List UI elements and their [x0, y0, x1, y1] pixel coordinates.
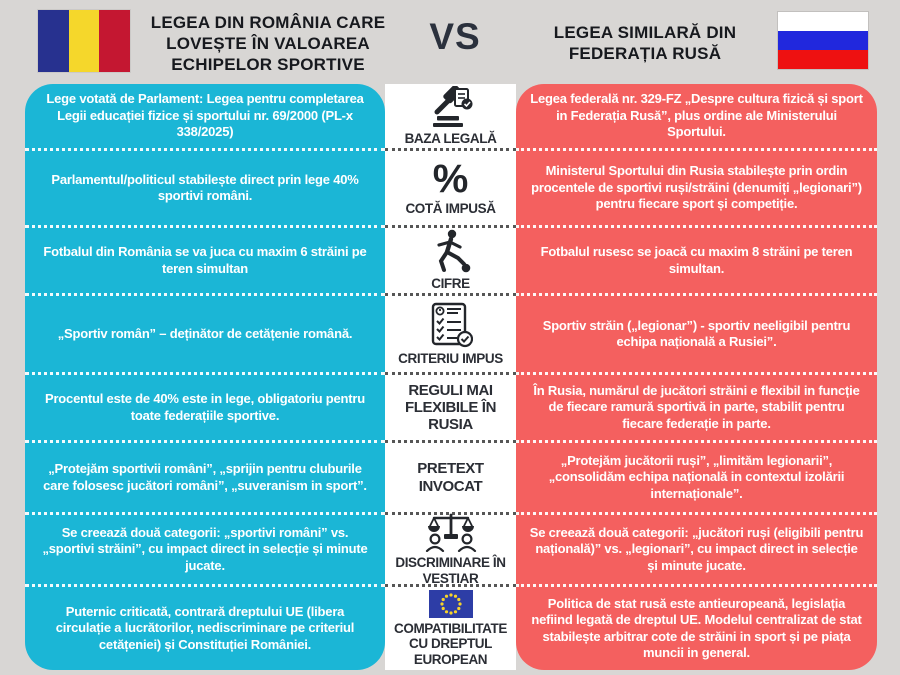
romania-cell-baza-legala: Lege votată de Parlament: Legea pentru completarea Legii educației fizice și sportului nr. 69/2000 (PL-x 338/2025)	[25, 84, 385, 151]
romania-flag	[38, 10, 130, 72]
vs-label: VS	[429, 16, 481, 57]
russia-flag-red	[778, 50, 868, 69]
russia-cell-reguli-flexibile: În Rusia, numărul de jucători străini e flexibil in funcție de fiecare ramură sportivă in parte, stabilit pentru fiecare federație in parte.	[516, 375, 877, 443]
category-label: CIFRE	[431, 276, 470, 292]
russia-title: LEGEA SIMILARĂ DIN FEDERAȚIA RUSĂ	[553, 23, 737, 64]
romania-cell-reguli-flexibile: Procentul este de 40% este in lege, obligatoriu pentru toate federațiile sportive.	[25, 375, 385, 443]
comparison-board	[0, 84, 900, 670]
soccer-player-icon	[431, 229, 471, 273]
russia-cell-baza-legala: Legea federală nr. 329-FZ „Despre cultura fizică și sport in Federația Rusă”, plus ordine ale Ministerului Sportului.	[516, 84, 877, 151]
category-cota-impusa	[385, 151, 516, 228]
romania-flag-blue	[38, 10, 69, 72]
russia-cell-cifre: Fotbalul rusesc se joacă cu maxim 8 străini pe teren simultan.	[516, 228, 877, 296]
category-discriminare	[385, 515, 516, 587]
category-baza-legala	[385, 84, 516, 151]
gavel-icon	[425, 86, 477, 128]
category-compatibilitate	[385, 587, 516, 670]
russia-flag-white	[778, 12, 868, 31]
category-label: DISCRIMINARE ÎN VESTIAR	[395, 555, 506, 586]
checklist-icon	[429, 302, 473, 348]
category-label: COMPATIBILITATE CU DREPTUL EUROPEAN	[394, 620, 507, 667]
russia-cell-cota-impusa: Ministerul Sportului din Rusia stabilește prin ordin procentele de sportivi ruși/străini (denumiți „legionari”) pentru fiecare sport și competiție.	[516, 151, 877, 228]
category-label: CRITERIU IMPUS	[398, 350, 503, 366]
scales-people-icon	[425, 512, 477, 552]
russia-cell-pretext-invocat: „Protejăm jucătorii ruși”, „limităm legionarii”, „consolidăm echipa națională in contextul izolării internaționale”.	[516, 443, 877, 515]
category-label: BAZA LEGALĂ	[404, 130, 497, 146]
category-label: COTĂ IMPUSĂ	[405, 200, 496, 216]
eu-flag-icon	[429, 590, 473, 618]
russia-cell-discriminare: Se creează două categorii: „jucători ruși (eligibili pentru națională)” vs. „legionari”, cu impact direct in selecție și minute jucate.	[516, 515, 877, 587]
category-label: PRETEXT INVOCAT	[417, 460, 484, 495]
comparison-rows	[25, 84, 877, 670]
category-reguli-flexibile	[385, 375, 516, 443]
russia-cell-criteriu-impus: Sportiv străin („legionar”) - sportiv neeligibil pentru echipa națională a Rusiei”.	[516, 296, 877, 375]
category-criteriu-impus	[385, 296, 516, 375]
romania-cell-pretext-invocat: „Protejăm sportivii români”, „sprijin pentru cluburile care folosesc jucători români”, „suveranism in sport”.	[25, 443, 385, 515]
romania-flag-red	[99, 10, 130, 72]
romania-cell-compatibilitate: Puternic criticată, contrară dreptului UE (libera circulație a lucrătorilor, nediscriminare pe criteriul cetățeniei) și Constituției României.	[55, 603, 355, 652]
romania-cell-cifre: Fotbalul din România se va juca cu maxim 6 străini pe teren simultan	[25, 228, 385, 296]
romania-flag-yellow	[69, 10, 100, 72]
russia-cell-compatibilitate: Politica de stat rusă este antieuropeană, legislația nefiind legată de dreptul UE. Modelul centralizat de stat stabilește arbitrar cote de străini in sport și pe piața muncii in general.	[531, 595, 862, 660]
romania-cell-cota-impusa: Parlamentul/politicul stabilește direct prin lege 40% sportivi români.	[25, 151, 385, 228]
category-label: REGULI MAI FLEXIBILE ÎN RUSIA	[404, 381, 497, 434]
romania-cell-criteriu-impus: „Sportiv român” – deținător de cetățenie română.	[25, 296, 385, 375]
percent-icon: %	[432, 156, 469, 201]
russia-flag-blue	[778, 31, 868, 50]
romania-cell-discriminare: Se creează două categorii: „sportivi români” vs. „sportivi străini”, cu impact direct in selecție și minute jucate.	[25, 515, 385, 587]
category-cifre	[385, 228, 516, 296]
category-pretext-invocat	[385, 443, 516, 515]
russia-flag	[778, 12, 868, 69]
romania-title: LEGEA DIN ROMÂNIA CARE LOVEȘTE ÎN VALOAREA ECHIPELOR SPORTIVE	[150, 13, 386, 75]
